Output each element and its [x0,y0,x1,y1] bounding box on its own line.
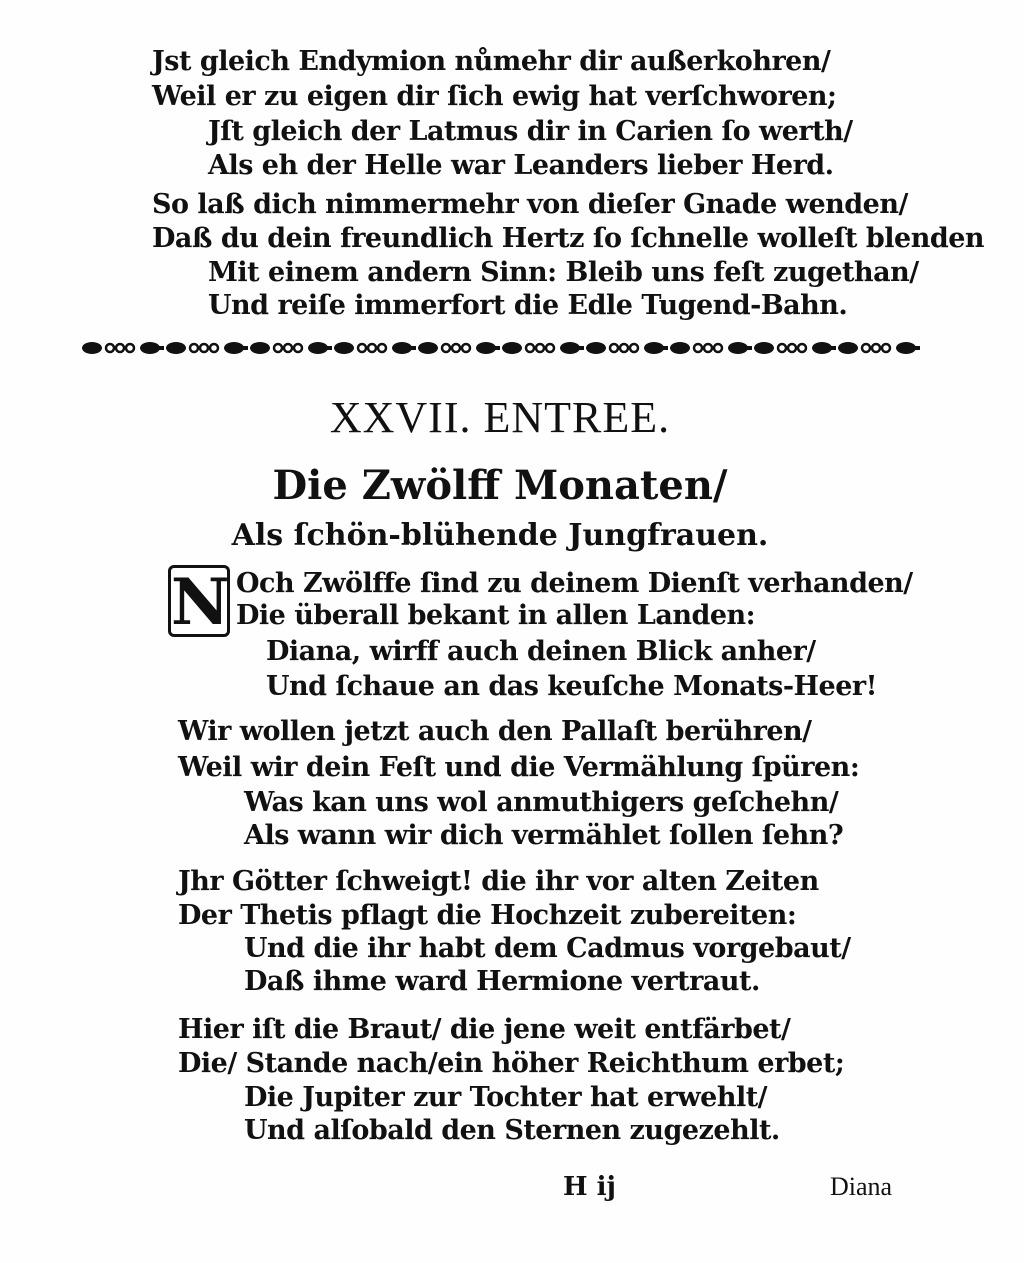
verse-line: Diana, wirff auch deinen Blick anher/ [266,636,816,667]
section-title: Die Zwölff Monaten/ [272,462,728,509]
ornament-motif [754,342,836,354]
ornament-motif [586,342,668,354]
verse-line: Jhr Götter ſchweigt! die ihr vor alten Zeiten [178,866,819,897]
ornament-motif [502,342,584,354]
verse-line: So laß dich nimmermehr von dieſer Gnade wenden/ [152,189,908,220]
ornament-motif [838,342,920,354]
verse-line: Und reiſe immerfort die Edle Tugend-Bahn. [208,290,848,321]
verse-line: Als wann wir dich vermählet ſollen ſehn? [244,820,844,851]
ornament-motif [334,342,416,354]
verse-line: Jst gleich Endymion nůmehr dir außerkohren/ [152,46,831,77]
verse-line: Und die ihr habt dem Cadmus vorgebaut/ [244,933,851,964]
verse-line: Mit einem andern Sinn: Bleib uns feſt zugethan/ [208,257,919,288]
verse-line: Die überall bekant in allen Landen: [236,600,756,631]
signature-mark: H ij [563,1172,616,1202]
verse-line: Och Zwölffe ſind zu deinem Dienſt verhanden/ [236,568,913,599]
verse-line: Was kan uns wol anmuthigers geſchehn/ [244,787,839,818]
verse-line: Hier iſt die Braut/ die jene weit entfärbet/ [178,1014,791,1045]
verse-line: Der Thetis pflagt die Hochzeit zubereiten: [178,900,797,931]
ornament-motif [166,342,248,354]
verse-line: Die Jupiter zur Tochter hat erwehlt/ [244,1082,768,1113]
ornament-divider [80,335,922,361]
verse-line: Weil er zu eigen dir ſich ewig hat verſchworen; [152,81,837,112]
ornament-motif [250,342,332,354]
ornament-motif [82,342,164,354]
drop-cap-initial: N [168,565,230,637]
verse-line: Jſt gleich der Latmus dir in Carien ſo werth/ [208,116,853,147]
ornament-motif [670,342,752,354]
entree-heading: XXVII. ENTREE. [329,393,671,442]
verse-line: Die/ Stande nach/ein höher Reichthum erbet; [178,1048,845,1079]
verse-line: Wir wollen jetzt auch den Pallaſt berühren/ [178,716,812,747]
ornament-motif [418,342,500,354]
catchword: Diana [830,1172,893,1201]
verse-line: Daß ihme ward Hermione vertraut. [244,966,760,997]
verse-line: Weil wir dein Feſt und die Vermählung ſpüren: [178,752,860,783]
section-subtitle: Als ſchön-blühende Jungfrauen. [231,518,769,553]
verse-line: Und alſobald den Sternen zugezehlt. [244,1115,780,1146]
verse-line: Als eh der Helle war Leanders lieber Herd. [208,150,834,181]
verse-line: Daß du dein freundlich Hertz ſo ſchnelle wolleſt blenden [152,223,985,254]
verse-line: Und ſchaue an das keuſche Monats-Heer! [266,671,877,702]
